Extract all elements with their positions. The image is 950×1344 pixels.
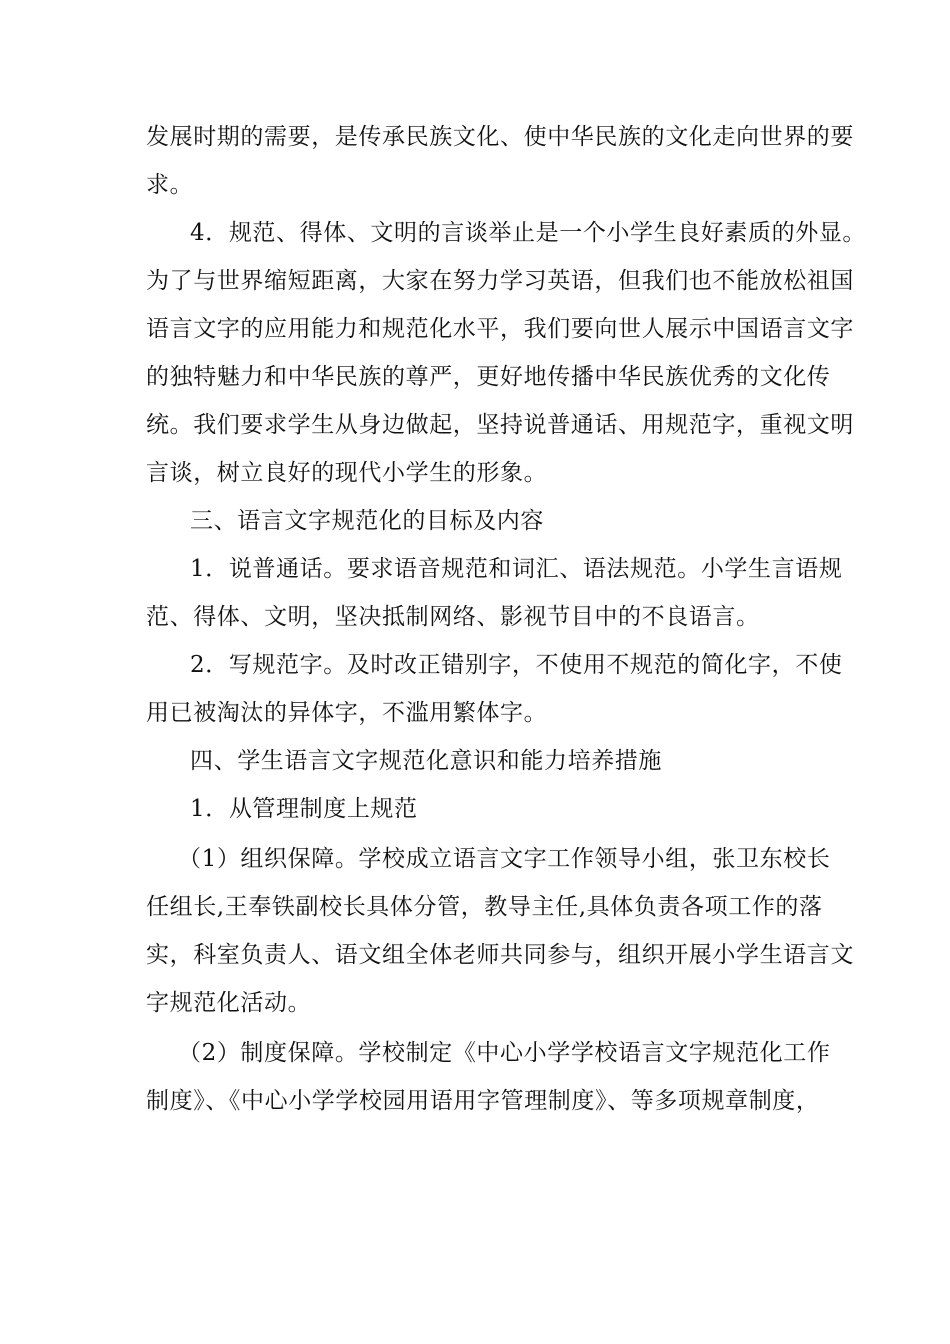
text-line: 字规范化活动。 (146, 990, 312, 1016)
text-line: 的独特魅力和中华民族的尊严，更好地传播中华民族优秀的文化传 (146, 364, 831, 390)
text-line: 任组长,王奉铁副校长具体分管，教导主任,具体负责各项工作的落 (146, 894, 823, 920)
text-line: 为了与世界缩短距离，大家在努力学习英语，但我们也不能放松祖国 (146, 268, 854, 294)
text-line: （1）组织保障。学校成立语言文字工作领导小组，张卫东校长 (178, 846, 831, 872)
text-line: 发展时期的需要，是传承民族文化、使中华民族的文化走向世界的要 (146, 124, 854, 150)
text-line: 语言文字的应用能力和规范化水平，我们要向世人展示中国语言文字 (146, 316, 854, 342)
text-line: 用已被淘汰的异体字，不滥用繁体字。 (146, 700, 548, 726)
text-line: 统。我们要求学生从身边做起，坚持说普通话、用规范字，重视文明 (146, 412, 854, 438)
text-line: 2．写规范字。及时改正错别字，不使用不规范的简化字，不使 (190, 652, 843, 678)
section-heading: 四、学生语言文字规范化意识和能力培养措施 (190, 748, 662, 774)
text-line: 求。 (146, 172, 194, 198)
text-line: 范、得体、文明，坚决抵制网络、影视节目中的不良语言。 (146, 604, 760, 630)
subsection-heading: 1．从管理制度上规范 (190, 796, 418, 822)
text-line: 1．说普通话。要求语音规范和词汇、语法规范。小学生言语规 (190, 556, 843, 582)
text-line: 制度》、《中心小学学校园用语用字管理制度》、等多项规章制度， (146, 1088, 820, 1114)
text-line: 言谈，树立良好的现代小学生的形象。 (146, 460, 548, 486)
section-heading: 三、语言文字规范化的目标及内容 (190, 508, 544, 534)
text-line: 实，科室负责人、语文组全体老师共同参与，组织开展小学生语言文 (146, 942, 854, 968)
text-line: 4．规范、得体、文明的言谈举止是一个小学生良好素质的外显。 (190, 220, 867, 246)
text-line: （2）制度保障。学校制定《中心小学学校语言文字规范化工作 (178, 1040, 831, 1066)
